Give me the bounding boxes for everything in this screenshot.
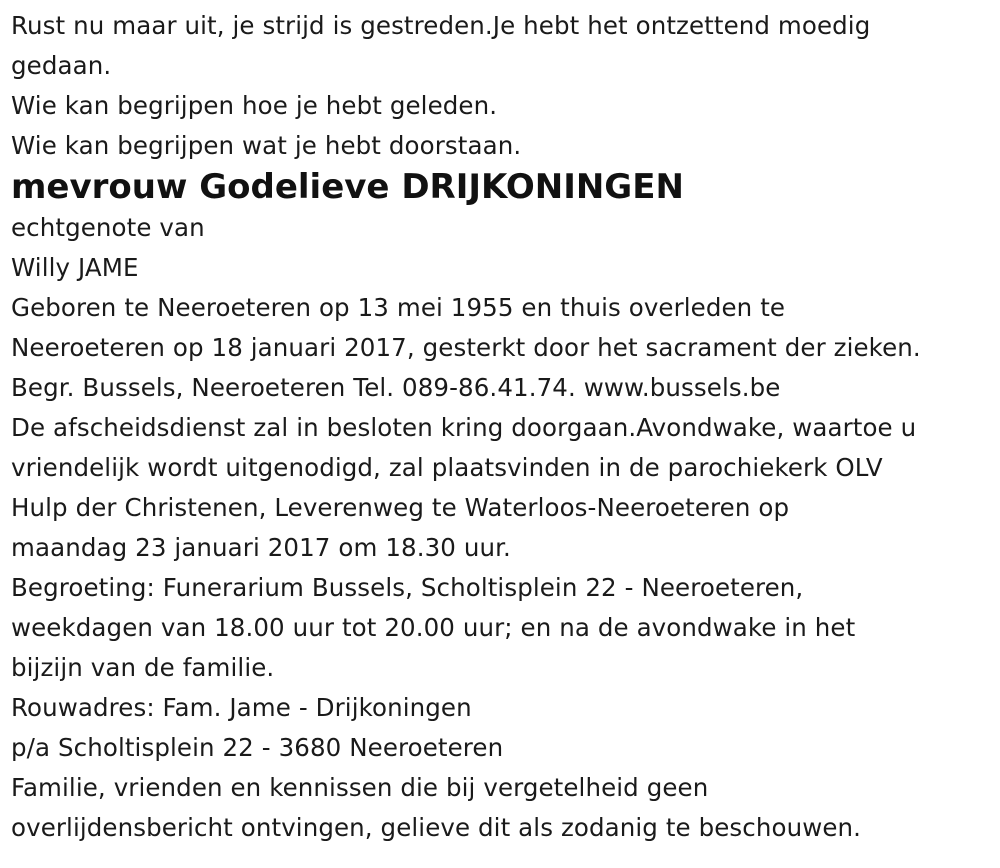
birth-death-line-2: Neeroeteren op 18 januari 2017, gesterkt door het sacrament der zieken. (11, 333, 921, 362)
service-line-2: vriendelijk wordt uitgenodigd, zal plaatsvinden in de parochiekerk OLV (11, 453, 883, 482)
spouse-label: echtgenote van (11, 213, 205, 242)
funeral-home-contact: Begr. Bussels, Neeroeteren Tel. 089-86.41.74. www.bussels.be (11, 373, 781, 402)
spouse-name: Willy JAME (11, 253, 139, 282)
deceased-name: mevrouw Godelieve DRIJKONINGEN (11, 167, 684, 207)
poem-line-2: gedaan. (11, 51, 112, 80)
closing-note-line-1: Familie, vrienden en kennissen die bij vergetelheid geen (11, 773, 709, 802)
poem-line-3: Wie kan begrijpen hoe je hebt geleden. (11, 91, 498, 120)
visitation-line-2: weekdagen van 18.00 uur tot 20.00 uur; en na de avondwake in het (11, 613, 856, 642)
poem-block (11, 6, 992, 166)
closing-note-line-2: overlijdensbericht ontvingen, gelieve dit als zodanig te beschouwen. (11, 813, 862, 842)
mourning-address-line-2: p/a Scholtisplein 22 - 3680 Neeroeteren (11, 733, 504, 762)
poem-line-4: Wie kan begrijpen wat je hebt doorstaan. (11, 131, 522, 160)
mourning-address-line-1: Rouwadres: Fam. Jame - Drijkoningen (11, 693, 472, 722)
notice-body (11, 208, 992, 848)
birth-death-line-1: Geboren te Neeroeteren op 13 mei 1955 en thuis overleden te (11, 293, 786, 322)
service-line-4: maandag 23 januari 2017 om 18.30 uur. (11, 533, 511, 562)
visitation-line-1: Begroeting: Funerarium Bussels, Scholtisplein 22 - Neeroeteren, (11, 573, 804, 602)
service-line-3: Hulp der Christenen, Leverenweg te Waterloos-Neeroeteren op (11, 493, 790, 522)
visitation-line-3: bijzijn van de familie. (11, 653, 275, 682)
poem-line-1: Rust nu maar uit, je strijd is gestreden.Je hebt het ontzettend moedig (11, 11, 871, 40)
service-line-1: De afscheidsdienst zal in besloten kring doorgaan.Avondwake, waartoe u (11, 413, 917, 442)
